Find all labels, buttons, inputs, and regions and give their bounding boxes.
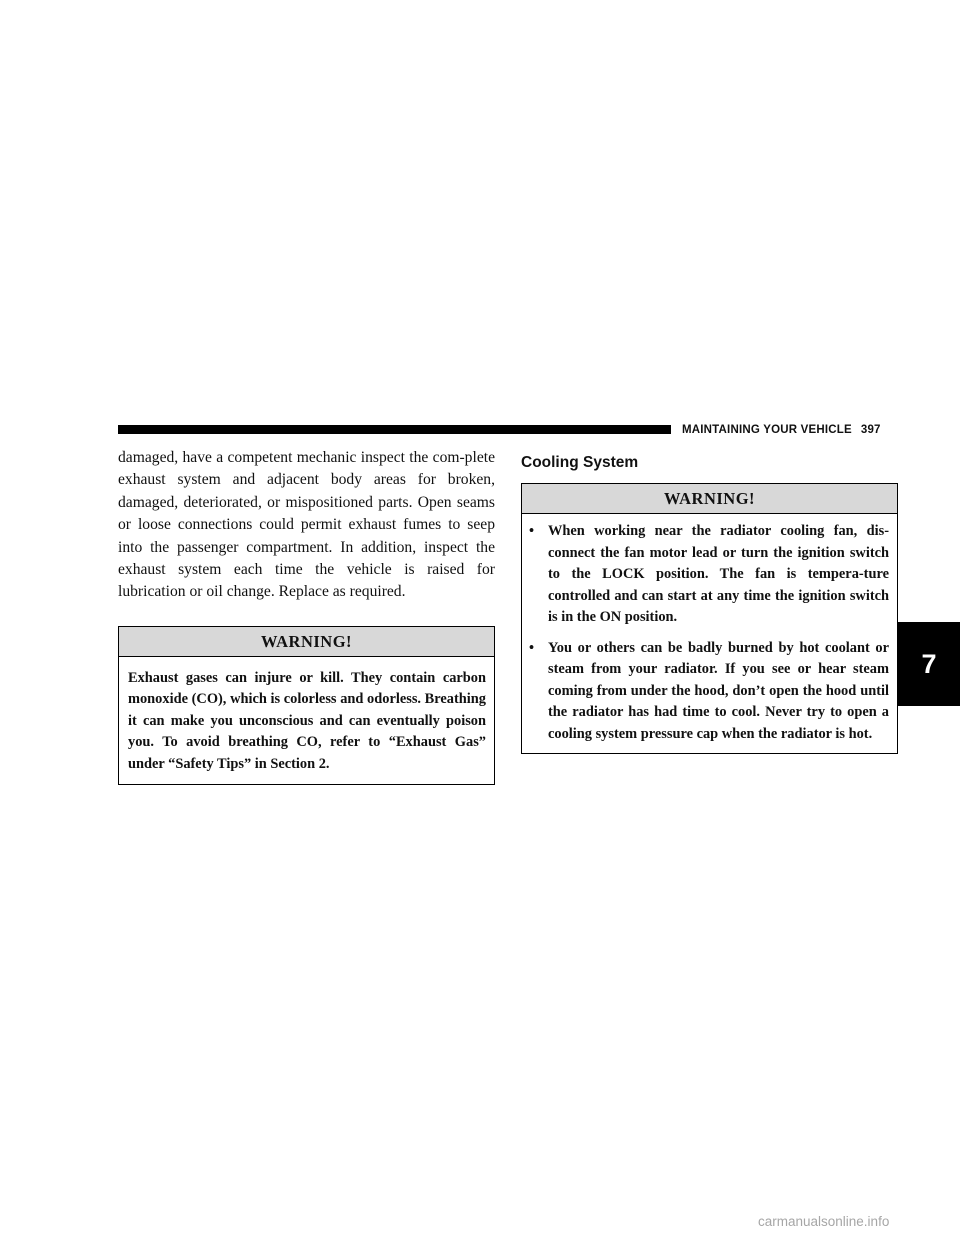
section-tab: 7 xyxy=(898,622,960,706)
bullet-icon: • xyxy=(529,639,535,656)
warning-bullet-list xyxy=(522,514,897,753)
warning-text: Exhaust gases can injure or kill. They contain carbon monoxide (CO), which is colorless and odorless. Breathing it can make you unconscious and can eventually poison you. To avoid breathing CO, refer to “Exhaust Gas” under “Safety Tips” in Section 2. xyxy=(128,669,486,772)
watermark: carmanualsonline.info xyxy=(758,1214,890,1229)
page-number: 397 xyxy=(860,424,881,436)
cooling-warning-box xyxy=(521,483,898,754)
bullet-icon: • xyxy=(529,523,535,539)
warning-title: WARNING! xyxy=(119,627,494,657)
section-heading: Cooling System xyxy=(521,454,639,471)
bullet-text: You or others can be badly burned by hot coolant or steam from your radiator. If you see or hear steam coming from under the hood, don’t open the hood until the radiator has had time to cool. Never try to open a cooling system pressure cap when the radiator is hot. xyxy=(548,639,889,742)
bullet-text: When working near the radiator cooling fan, dis-connect the fan motor lead or turn the ignition switch to the LOCK position. The fan is tempera-ture controlled and can start at any time the ignition switch is in the ON position. xyxy=(548,523,889,625)
warning-title: WARNING! xyxy=(522,484,897,514)
exhaust-warning-box xyxy=(118,626,495,786)
warning-bullet-item xyxy=(529,521,889,629)
warning-bullet-item xyxy=(529,638,889,746)
exhaust-paragraph: damaged, have a competent mechanic inspect the com-plete exhaust system and adjacent body areas for broken, damaged, deteriorated, or mispositioned parts. Open seams or loose connections could permit exhaust fumes to seep into the passenger compartment. In addition, inspect the exhaust system each time the vehicle is raised for lubrication or oil change. Replace as required. xyxy=(118,449,495,601)
running-head-title: MAINTAINING YOUR VEHICLE xyxy=(682,424,852,436)
header-rule xyxy=(118,425,671,434)
right-column xyxy=(521,447,898,754)
left-column xyxy=(118,447,495,785)
running-head xyxy=(682,421,907,439)
